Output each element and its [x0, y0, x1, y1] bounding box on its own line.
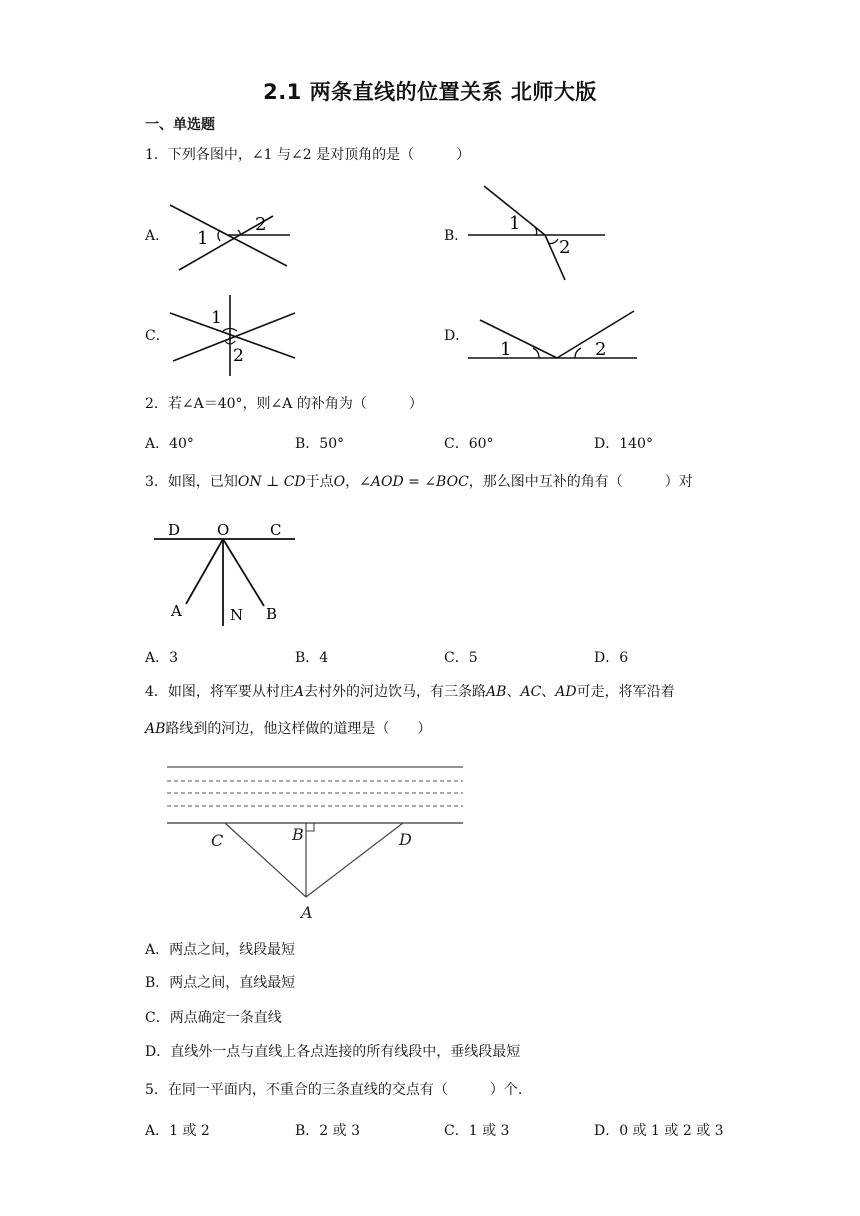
q3-math-angle-equality: ∠AOD = ∠BOC — [359, 474, 469, 490]
q1c-angle-2-label: 2 — [233, 346, 244, 366]
q1b-angle-1-label: 1 — [509, 213, 521, 234]
q3-math-perpendicular: ON ⊥ CD — [237, 474, 306, 490]
q4-river-figure — [165, 760, 465, 920]
q1-figure-d — [465, 308, 640, 363]
q1a-angle-2-label: 2 — [255, 214, 267, 235]
q1a-angle-1-label: 1 — [197, 228, 209, 249]
question-2-stem: 2．若∠A＝40°，则∠A 的补角为（ ） — [145, 396, 423, 412]
section-heading: 一、单选题 — [145, 117, 215, 133]
q1-figure-a — [165, 200, 295, 275]
q3-label-o: O — [217, 521, 230, 539]
question-5-stem: 5．在同一平面内，不重合的三条直线的交点有（ ）个. — [145, 1082, 523, 1098]
q1-option-c-label[interactable]: C． — [145, 328, 170, 344]
q1-figure-c — [165, 293, 300, 378]
q2-option-d[interactable]: D．140° — [594, 436, 653, 452]
q5-option-d[interactable]: D．0 或 1 或 2 或 3 — [594, 1123, 724, 1139]
q3-option-b[interactable]: B．4 — [295, 650, 329, 666]
q1c-angle-1-label: 1 — [211, 308, 222, 328]
q1d-angle-2-label: 2 — [595, 339, 607, 360]
q4-label-d: D — [399, 830, 412, 849]
question-1-stem: 1．下列各图中，∠1 与∠2 是对顶角的是（ ） — [145, 147, 471, 163]
q4-label-c: C — [211, 831, 224, 850]
q1d-angle-1-label: 1 — [500, 339, 512, 360]
question-4-stem-line-2: AB路线到的河边，他这样做的道理是（ ） — [145, 721, 432, 737]
q2-option-a[interactable]: A．40° — [145, 436, 194, 452]
q4-label-b: B — [292, 825, 304, 844]
q2-option-b[interactable]: B．50° — [295, 436, 345, 452]
q3-option-a[interactable]: A．3 — [145, 650, 179, 666]
q2-option-c[interactable]: C．60° — [444, 436, 494, 452]
q3-math-point-o: O — [333, 474, 346, 490]
q4-option-a[interactable]: A．两点之间，线段最短 — [145, 942, 296, 958]
q5-option-a[interactable]: A．1 或 2 — [145, 1123, 210, 1139]
q3-label-a: A — [171, 602, 182, 620]
q3-option-c[interactable]: C．5 — [444, 650, 478, 666]
page-title: 2.1 两条直线的位置关系 北师大版 — [263, 80, 597, 104]
q5-option-c[interactable]: C．1 或 3 — [444, 1123, 510, 1139]
q4-option-c[interactable]: C．两点确定一条直线 — [145, 1010, 282, 1026]
q1-figure-b — [465, 183, 610, 283]
q1-option-a-label[interactable]: A． — [145, 228, 170, 244]
q4-option-b[interactable]: B．两点之间，直线最短 — [145, 975, 296, 991]
q4-label-a: A — [301, 903, 313, 922]
q3-option-d[interactable]: D．6 — [594, 650, 629, 666]
q1b-angle-2-label: 2 — [559, 237, 571, 258]
q1-option-d-label[interactable]: D． — [444, 328, 470, 344]
q4-option-d[interactable]: D．直线外一点与直线上各点连接的所有线段中，垂线段最短 — [145, 1044, 521, 1060]
question-4-stem-line-1: 4．如图，将军要从村庄A去村外的河边饮马，有三条路AB、AC、AD可走，将军沿着 — [145, 684, 675, 700]
q3-label-b: B — [266, 605, 278, 623]
q3-figure — [150, 518, 300, 630]
q5-option-b[interactable]: B．2 或 3 — [295, 1123, 361, 1139]
q1-option-b-label[interactable]: B． — [444, 228, 469, 244]
q3-label-n: N — [230, 606, 244, 624]
q3-label-d: D — [168, 521, 181, 539]
question-3-stem: 3．如图，已知ON ⊥ CD于点O，∠AOD = ∠BOC，那么图中互补的角有（ ）对 — [145, 474, 693, 490]
q3-label-c: C — [270, 521, 282, 539]
